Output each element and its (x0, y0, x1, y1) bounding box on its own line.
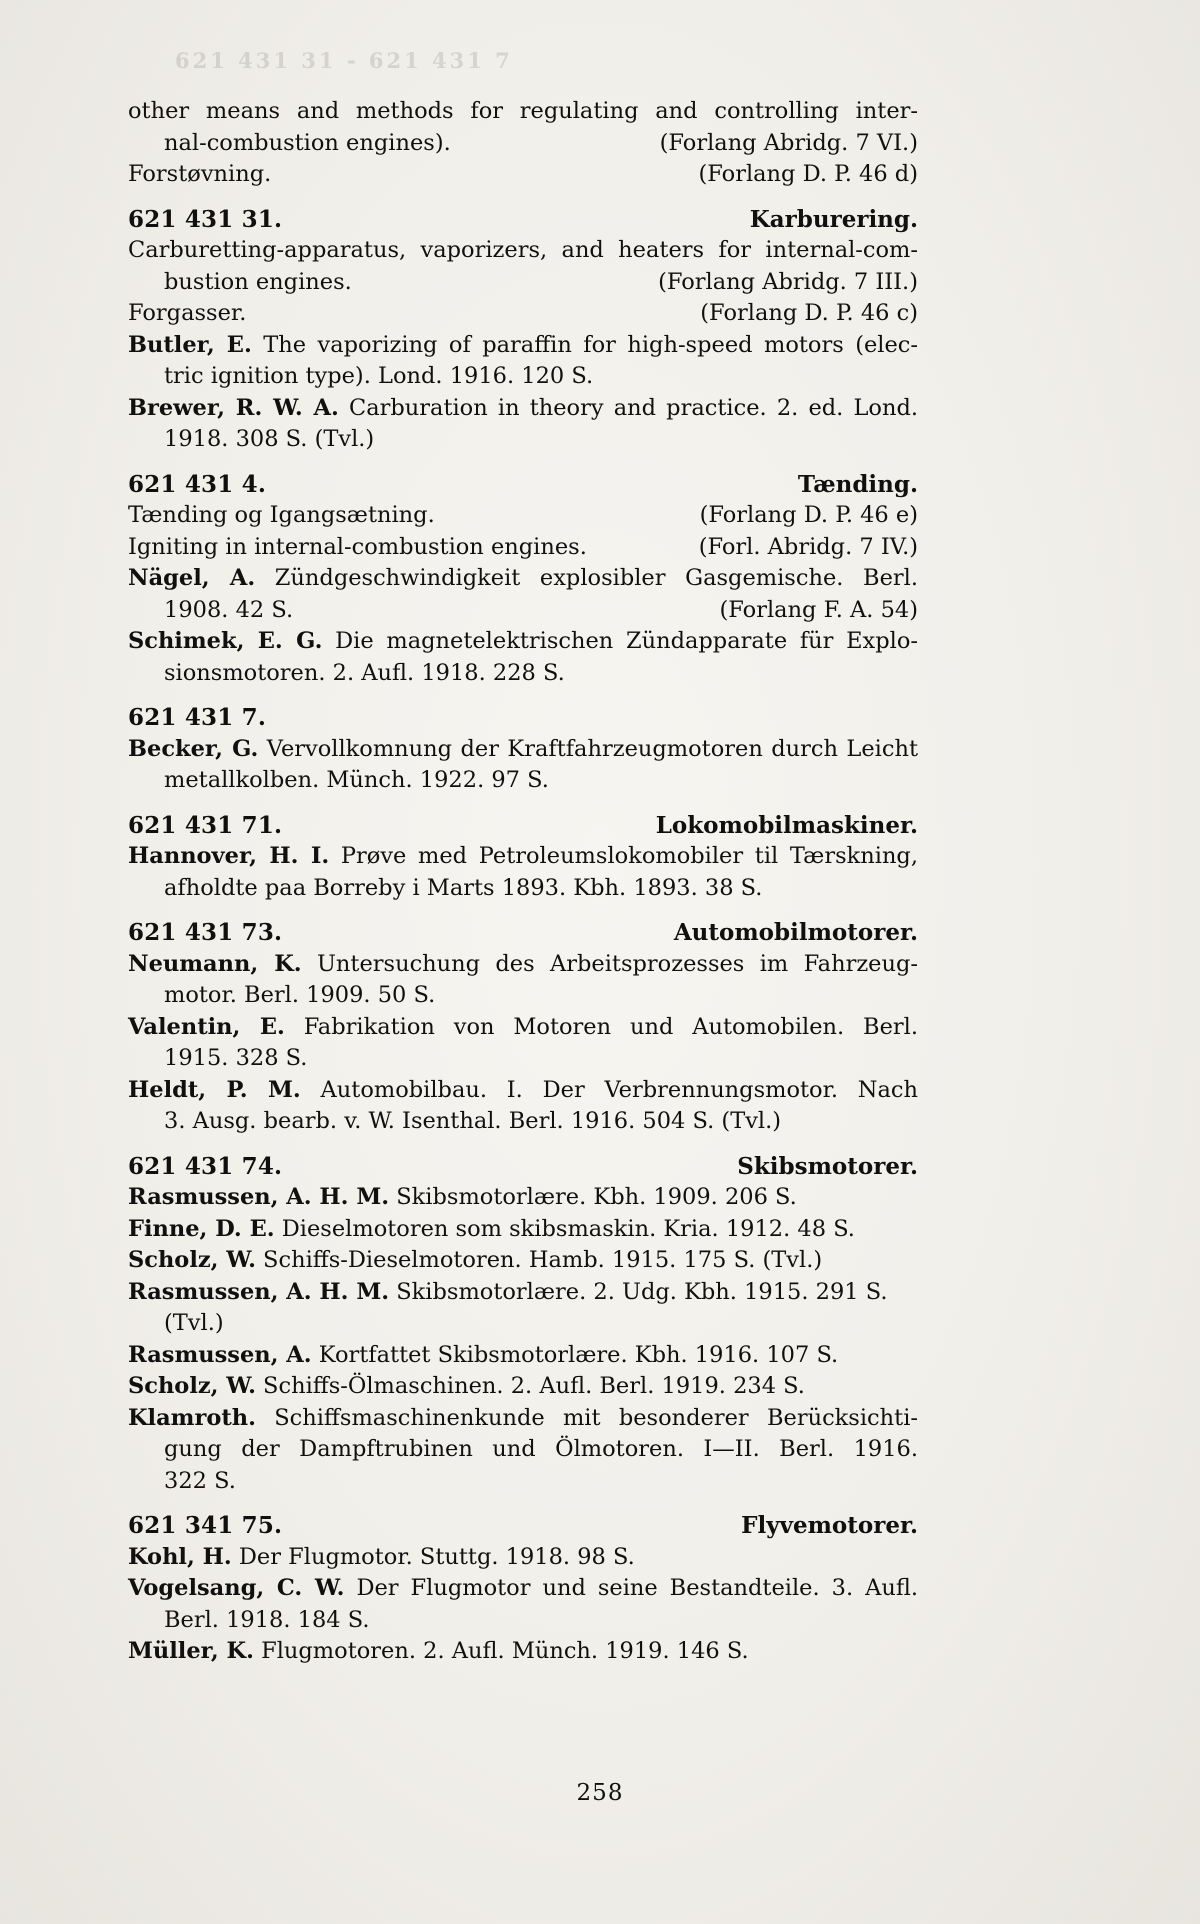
entry-continuation: 1918. 308 S. (Tvl.) (164, 426, 375, 452)
text-line-split (128, 500, 918, 532)
line-right: (Forlang D. P. 46 d) (698, 161, 918, 187)
class-number: 621 341 75. (128, 1512, 283, 1539)
class-number: 621 431 73. (128, 919, 283, 946)
line-right: (Forlang F. A. 54) (719, 596, 918, 623)
class-number: 621 431 31. (128, 205, 283, 233)
class-title: Lokomobilmaskiner. (655, 811, 918, 839)
bibliography-entry (128, 734, 918, 766)
entry-text: Flugmotoren. 2. Aufl. Münch. 1919. 146 S. (253, 1638, 749, 1664)
bibliography-entry (128, 1277, 918, 1309)
page-number: 258 (576, 1780, 624, 1806)
class-title: Karburering. (749, 205, 918, 233)
classification-heading (128, 702, 918, 734)
class-title: Skibsmotorer. (737, 1152, 918, 1180)
entry-author: Butler, E. (128, 331, 252, 358)
class-number: 621 431 4. (128, 470, 267, 498)
entry-continuation: afholdte paa Borreby i Marts 1893. Kbh. 1893. 38 S. (164, 874, 763, 901)
entry-text: Der Flugmotor. Stuttg. 1918. 98 S. (231, 1543, 635, 1570)
class-number: 621 431 74. (128, 1152, 283, 1180)
entry-text: Untersuchung des Arbeitsprozesses im Fahrzeug- (301, 950, 918, 977)
entry-text: Schiffs-Ölmaschinen. 2. Aufl. Berl. 1919. 234 S. (255, 1373, 805, 1399)
line-left: nal-combustion engines). (164, 129, 451, 156)
entry-author: Becker, G. (128, 735, 259, 762)
entry-author: Klamroth. (128, 1404, 256, 1431)
entry-continuation: 1915. 328 S. (164, 1045, 308, 1071)
entry-continuation: 3. Ausg. bearb. v. W. Isenthal. Berl. 1916. 504 S. (Tvl.) (164, 1108, 782, 1134)
entry-text: Skibsmotorlære. Kbh. 1909. 206 S. (389, 1184, 797, 1210)
class-number: 621 431 71. (128, 811, 283, 839)
entry-author: Hannover, H. I. (128, 843, 330, 869)
entry-continuation: 322 S. (164, 1467, 236, 1494)
entry-text: Vervollkomnung der Kraftfahrzeugmotoren durch Leicht (258, 735, 918, 762)
bibliography-entry (128, 393, 918, 425)
bibliography-entry (128, 1182, 918, 1214)
entry-author: Finne, D. E. (128, 1215, 275, 1242)
line-right: (Forlang D. P. 46 e) (699, 502, 918, 528)
bibliography-entry (128, 949, 918, 981)
entry-author: Kohl, H. (128, 1543, 232, 1570)
line-right: (Forl. Abridg. 7 IV.) (698, 533, 918, 560)
entry-text: Automobilbau. I. Der Verbrennungsmotor. Nach (300, 1076, 918, 1103)
class-title: Automobilmotorer. (673, 919, 918, 946)
classification-heading (128, 204, 918, 236)
text-line-split (128, 532, 918, 564)
bibliography-entry (128, 1573, 918, 1605)
bibliography-entry (128, 626, 918, 658)
entry-author: Müller, K. (128, 1638, 254, 1664)
entry-author: Vogelsang, C. W. (128, 1575, 345, 1601)
class-title: Flyvemotorer. (741, 1512, 918, 1539)
entry-author: Scholz, W. (128, 1247, 256, 1273)
classification-heading (128, 1151, 918, 1183)
classification-heading (128, 469, 918, 501)
entry-author: Rasmussen, A. (128, 1341, 312, 1368)
entry-author: Rasmussen, A. H. M. (128, 1278, 390, 1305)
bibliography-entry (128, 841, 918, 873)
bibliography-entry (128, 1403, 918, 1435)
bibliography-entry (128, 1075, 918, 1107)
line-right: (Forlang Abridg. 7 VI.) (659, 129, 918, 156)
bibliography-entry (128, 1340, 918, 1372)
entry-text: Skibsmotorlære. 2. Udg. Kbh. 1915. 291 S. (389, 1278, 888, 1305)
entry-text: Carburation in theory and practice. 2. ed. Lond. (338, 394, 918, 421)
entry-continuation: motor. Berl. 1909. 50 S. (164, 982, 436, 1008)
text-line: Carburetting-apparatus, vaporizers, and heaters for internal-com- (128, 237, 918, 263)
entry-text: Die magnetelektrischen Zündapparate für Explo- (322, 628, 918, 654)
text-line: other means and methods for regulating and controlling inter- (128, 98, 918, 124)
entry-author: Schimek, E. G. (128, 628, 323, 654)
entry-author: Scholz, W. (128, 1373, 256, 1399)
bibliography-entry (128, 1371, 918, 1403)
entry-text: The vaporizing of paraffin for high-speed motors (elec- (251, 331, 919, 358)
entry-author: Neumann, K. (128, 950, 302, 977)
entry-continuation: sionsmotoren. 2. Aufl. 1918. 228 S. (164, 659, 565, 686)
entry-text: Fabrikation von Motoren und Automobilen. Berl. (284, 1013, 919, 1040)
line-right: (Forlang D. P. 46 c) (700, 300, 918, 326)
line-right: (Forlang Abridg. 7 III.) (658, 268, 918, 295)
entry-author: Brewer, R. W. A. (128, 394, 339, 421)
text-line-split (128, 128, 918, 160)
entry-author: Heldt, P. M. (128, 1076, 301, 1103)
line-left: Forstøvning. (128, 161, 272, 187)
class-number: 621 431 7. (128, 704, 267, 731)
classification-heading (128, 917, 918, 949)
line-left: bustion engines. (164, 268, 352, 295)
bibliography-entry (128, 1012, 918, 1044)
bibliography-entry (128, 1214, 918, 1246)
entry-continuation: gung der Dampftrubinen und Ölmotoren. I—II. Berl. 1916. (164, 1436, 918, 1462)
text-line-split (128, 298, 918, 330)
text-line-split (128, 267, 918, 299)
entry-text: Der Flugmotor und seine Bestandteile. 3. Aufl. (344, 1575, 918, 1601)
entry-continuation: tric ignition type). Lond. 1916. 120 S. (164, 363, 594, 389)
entry-text: Prøve med Petroleumslokomobiler til Tærskning, (329, 843, 918, 869)
bibliography-entry (128, 1245, 918, 1277)
entry-continuation: (Tvl.) (164, 1310, 224, 1336)
entry-text: Kortfattet Skibsmotorlære. Kbh. 1916. 107 S. (311, 1341, 839, 1368)
bibliography-entry (128, 1636, 918, 1668)
bibliography-entry (128, 563, 918, 595)
bleedthrough-header-ghost: 621 431 31 - 621 431 7 (175, 48, 513, 73)
entry-continuation: Berl. 1918. 184 S. (164, 1606, 370, 1633)
line-left: Forgasser. (128, 300, 247, 326)
text-line-split (128, 159, 918, 191)
page-body (128, 96, 918, 1668)
entry-author: Nägel, A. (128, 565, 256, 591)
bibliography-entry (128, 330, 918, 362)
entry-text: Schiffs-Dieselmotoren. Hamb. 1915. 175 S. (Tvl.) (255, 1247, 823, 1273)
line-left: Tænding og Igangsætning. (128, 502, 435, 528)
classification-heading (128, 810, 918, 842)
entry-text: Zündgeschwindigkeit explosibler Gasgemische. Berl. (255, 565, 918, 591)
bibliography-entry (128, 1542, 918, 1574)
entry-author: Rasmussen, A. H. M. (128, 1184, 390, 1210)
entry-text: Dieselmotoren som skibsmaskin. Kria. 1912. 48 S. (274, 1215, 855, 1242)
line-left: 1908. 42 S. (164, 596, 294, 623)
classification-heading (128, 1510, 918, 1542)
entry-continuation: metallkolben. Münch. 1922. 97 S. (164, 767, 549, 793)
entry-continuation-split (128, 595, 918, 627)
class-title: Tænding. (797, 470, 918, 498)
line-left: Igniting in internal-combustion engines. (128, 533, 587, 560)
entry-text: Schiffsmaschinenkunde mit besonderer Berücksichti- (255, 1404, 918, 1431)
entry-author: Valentin, E. (128, 1013, 285, 1040)
